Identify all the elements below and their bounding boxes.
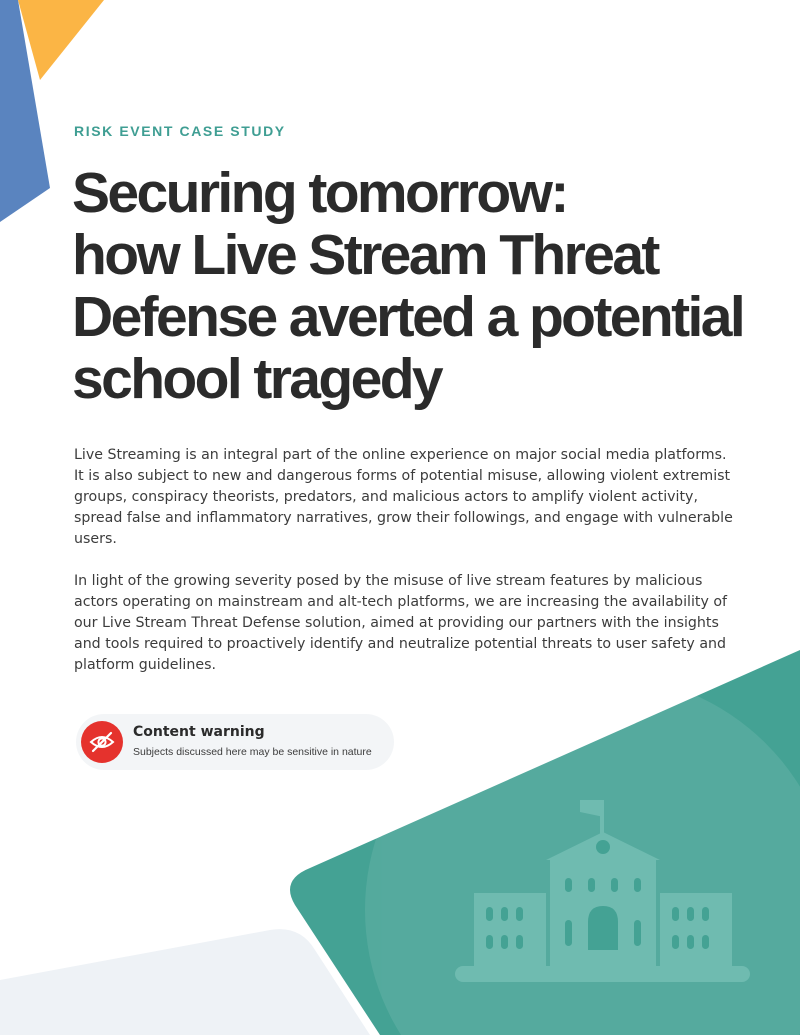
eyebrow-label: RISK EVENT CASE STUDY xyxy=(74,123,286,139)
content-warning-title: Content warning xyxy=(133,724,265,740)
content-warning-subtitle: Subjects discussed here may be sensitive in nature xyxy=(133,746,372,758)
context-paragraph: In light of the growing severity posed by the misuse of live stream features by malicious actors operating on mainstream and alt-tech platforms, we are increasing the availability of our Live Stream Threat Defense solution, aimed at providing our partners with the insights and tools required to proactively identify and neutralize potential threats to user safety and platform guidelines. xyxy=(74,573,728,673)
title-line: Securing tomorrow: xyxy=(72,161,567,225)
title-line: school tragedy xyxy=(72,347,442,411)
page-title xyxy=(72,162,772,410)
faint-panel-shape xyxy=(0,929,370,1035)
title-line: Defense averted a potential xyxy=(72,285,744,349)
title-line: how Live Stream Threat xyxy=(72,223,658,287)
yellow-triangle-shape xyxy=(18,0,104,80)
eye-slash-icon xyxy=(81,721,123,763)
content-warning-badge xyxy=(76,714,394,770)
intro-paragraph: Live Streaming is an integral part of the online experience on major social media platforms. It is also subject to new and dangerous forms of potential misuse, allowing violent extremist groups, conspiracy theorists, predators, and malicious actors to amplify violent activity, spread false and inflammatory narratives, grow their followings, and engage with vulnerable users. xyxy=(74,447,733,547)
